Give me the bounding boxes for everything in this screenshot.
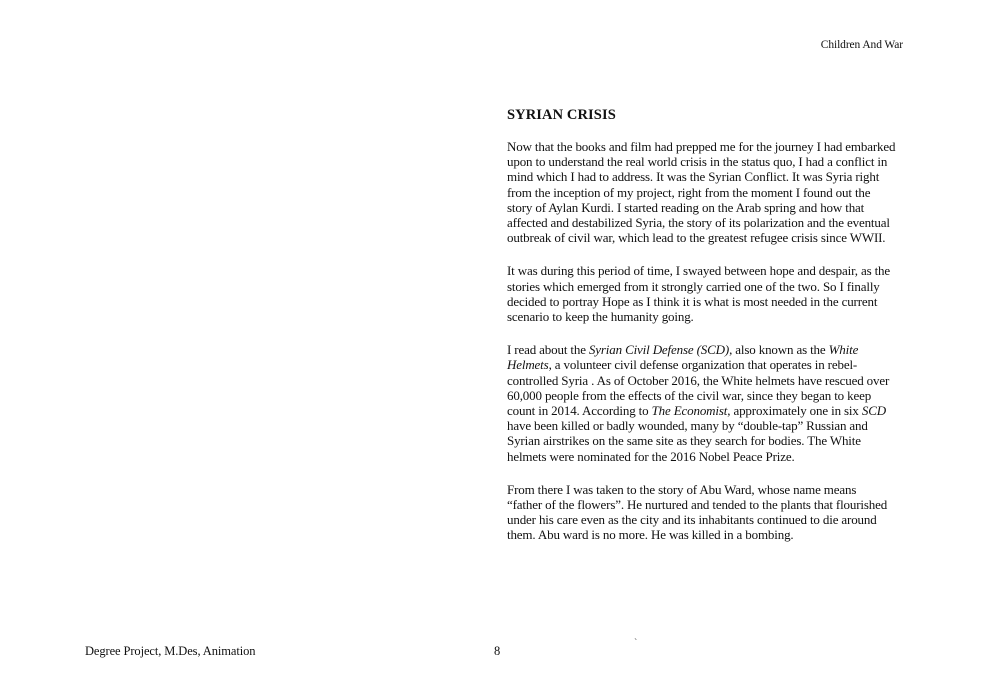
text-line	[507, 342, 927, 357]
text-run: , approximately one in six	[727, 403, 862, 419]
text-run: mind which I had to address. It was the Syrian Conflict. It was Syria right	[507, 169, 880, 185]
running-header: Children And War	[820, 39, 903, 51]
italic-text-run: Helmets	[507, 357, 549, 373]
text-line	[507, 185, 927, 200]
text-run: count in 2014. According to	[507, 403, 652, 419]
text-run: story of Aylan Kurdi. I started reading on the Arab spring and how that	[507, 199, 865, 215]
text-line	[507, 200, 927, 215]
text-line	[507, 527, 927, 542]
text-line	[507, 279, 927, 294]
text-line	[507, 230, 927, 245]
text-line	[507, 388, 927, 403]
text-run: It was during this period of time, I swayed between hope and despair, as the	[507, 263, 891, 279]
paragraph	[507, 139, 927, 245]
text-line	[507, 154, 927, 169]
text-line	[507, 294, 927, 309]
text-run: under his care even as the city and its inhabitants continued to die around	[507, 512, 877, 528]
text-line	[507, 263, 927, 278]
text-run: affected and destabilized Syria, the story of its polarization and the eventual	[507, 215, 890, 231]
text-run: upon to understand the real world crisis in the status quo, I had a conflict in	[507, 154, 888, 170]
paragraph	[507, 482, 927, 543]
article-title: SYRIAN CRISIS	[507, 107, 616, 123]
text-run: have been killed or badly wounded, many by “double-tap” Russian and	[507, 418, 868, 434]
text-run: scenario to keep the humanity going.	[507, 309, 694, 325]
text-line	[507, 482, 927, 497]
text-line	[507, 215, 927, 230]
italic-text-run: The Economist	[651, 403, 728, 419]
text-line	[507, 357, 927, 372]
text-run: From there I was taken to the story of Abu Ward, whose name means	[507, 481, 857, 497]
text-line	[507, 497, 927, 512]
text-run: them. Abu ward is no more. He was killed in a bombing.	[507, 527, 794, 543]
text-line	[507, 403, 927, 418]
paragraph	[507, 263, 927, 324]
text-line	[507, 139, 927, 154]
italic-text-run: White	[828, 342, 859, 358]
text-line	[507, 449, 927, 464]
text-run: helmets were nominated for the 2016 Nobel Peace Prize.	[507, 448, 795, 464]
footer-project-label: Degree Project, M.Des, Animation	[85, 644, 256, 658]
text-run: , also known as the	[729, 342, 829, 358]
article-body	[507, 139, 927, 543]
text-run: stories which emerged from it strongly carried one of the two. So I finally	[507, 278, 880, 294]
italic-text-run: Syrian Civil Defense (SCD)	[588, 342, 730, 358]
text-run: Now that the books and film had prepped me for the journey I had embarked	[507, 139, 896, 154]
text-run: controlled Syria . As of October 2016, the White helmets have rescued over	[507, 372, 890, 388]
text-run: outbreak of civil war, which lead to the greatest refugee crisis since WWII.	[507, 230, 886, 246]
text-run: Syrian airstrikes on the same site as they search for bodies. The White	[507, 433, 861, 449]
text-run: I read about the	[507, 342, 589, 358]
text-line	[507, 309, 927, 324]
text-line	[507, 169, 927, 184]
text-run: “father of the flowers”. He nurtured and tended to the plants that flourished	[507, 497, 888, 513]
text-run: , a volunteer civil defense organization that operates in rebel-	[548, 357, 858, 373]
text-line	[507, 418, 927, 433]
text-run: 60,000 people from the effects of the civil war, since they began to keep	[507, 387, 872, 403]
text-run: from the inception of my project, right from the moment I found out the	[507, 184, 871, 200]
text-line	[507, 433, 927, 448]
text-line	[507, 373, 927, 388]
page-number: 8	[494, 644, 501, 658]
text-run: decided to portray Hope as I think it is what is most needed in the current	[507, 293, 878, 309]
text-line	[507, 512, 927, 527]
italic-text-run: SCD	[861, 403, 886, 419]
article	[507, 107, 927, 543]
paragraph	[507, 342, 927, 464]
stray-tick-mark: `	[634, 638, 638, 649]
